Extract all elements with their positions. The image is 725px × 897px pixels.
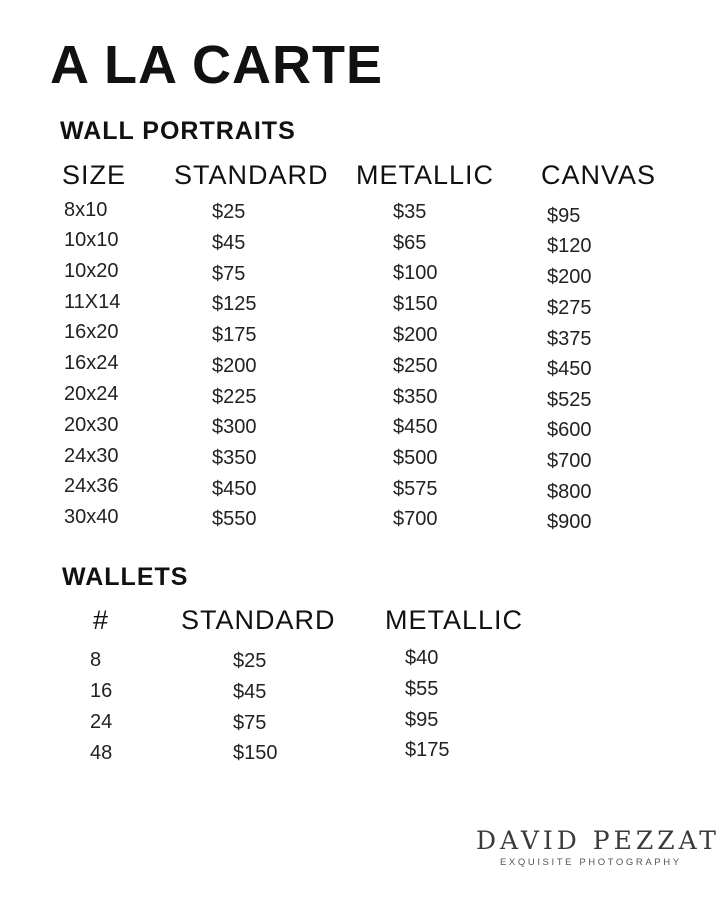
wallet-count-cell: 8 (90, 649, 102, 671)
wall-canvas-cell: $900 (547, 511, 592, 533)
wall-metallic-cell: $450 (393, 416, 438, 438)
wall-size-cell: 11X14 (64, 291, 121, 313)
wallet-metallic-cell: $40 (405, 647, 439, 669)
wall-metallic-cell: $35 (393, 201, 427, 223)
wall-standard-cell: $75 (212, 263, 246, 285)
logo-tagline: EXQUISITE PHOTOGRAPHY (500, 857, 682, 868)
wallet-standard-cell: $75 (233, 712, 267, 734)
wall-standard-cell: $175 (212, 324, 257, 346)
wall-canvas-cell: $700 (547, 450, 592, 472)
wall-size-cell: 10x10 (64, 229, 119, 251)
wall-canvas-cell: $525 (547, 389, 592, 411)
wall-size-cell: 20x24 (64, 383, 119, 405)
wallet-count-cell: 16 (90, 680, 113, 702)
wall-size-cell: 8x10 (64, 199, 108, 221)
wall-size-cell: 20x30 (64, 414, 119, 436)
wallet-count-cell: 24 (90, 711, 113, 733)
wall-metallic-cell: $100 (393, 262, 438, 284)
wall-standard-cell: $350 (212, 447, 257, 469)
wall-metallic-cell: $250 (393, 355, 438, 377)
wall-size-cell: 24x36 (64, 475, 119, 497)
wall-metallic-cell: $150 (393, 293, 438, 315)
wall-portraits-heading: WALL PORTRAITS (60, 117, 296, 145)
wall-size-cell: 30x40 (64, 506, 119, 528)
wall-canvas-cell: $275 (547, 297, 592, 319)
wall-size-cell: 16x20 (64, 321, 119, 343)
wall-size-cell: 24x30 (64, 445, 119, 467)
wallet-standard-cell: $45 (233, 681, 267, 703)
wallet-metallic-cell: $55 (405, 678, 439, 700)
wall-canvas-cell: $800 (547, 481, 592, 503)
wall-metallic-cell: $575 (393, 478, 438, 500)
wall-metallic-cell: $700 (393, 508, 438, 530)
wallet-standard-cell: $150 (233, 742, 278, 764)
wall-canvas-cell: $95 (547, 205, 581, 227)
wallet-metallic-cell: $175 (405, 739, 450, 761)
wall-standard-cell: $200 (212, 355, 257, 377)
wall-standard-cell: $550 (212, 508, 257, 530)
wall-col-standard: STANDARD (174, 160, 329, 190)
wall-standard-cell: $225 (212, 386, 257, 408)
wall-canvas-cell: $375 (547, 328, 592, 350)
wall-canvas-cell: $200 (547, 266, 592, 288)
wall-col-metallic: METALLIC (356, 160, 495, 190)
wallet-col-count: # (93, 605, 110, 635)
wallets-heading: WALLETS (62, 563, 189, 591)
wall-col-size: SIZE (62, 160, 127, 190)
wall-canvas-cell: $120 (547, 235, 592, 257)
wall-standard-cell: $25 (212, 201, 246, 223)
wall-metallic-cell: $200 (393, 324, 438, 346)
wall-canvas-cell: $600 (547, 419, 592, 441)
wallet-col-metallic: METALLIC (385, 605, 524, 635)
wallet-count-cell: 48 (90, 742, 113, 764)
wall-metallic-cell: $65 (393, 232, 427, 254)
page-title: A LA CARTE (50, 35, 383, 95)
wall-col-canvas: CANVAS (541, 160, 657, 190)
wall-standard-cell: $45 (212, 232, 246, 254)
wall-metallic-cell: $350 (393, 386, 438, 408)
wall-size-cell: 16x24 (64, 352, 119, 374)
wallet-standard-cell: $25 (233, 650, 267, 672)
wall-canvas-cell: $450 (547, 358, 592, 380)
wallet-metallic-cell: $95 (405, 709, 439, 731)
wall-standard-cell: $125 (212, 293, 257, 315)
wall-standard-cell: $300 (212, 416, 257, 438)
wall-size-cell: 10x20 (64, 260, 119, 282)
wallet-col-standard: STANDARD (181, 605, 336, 635)
wall-standard-cell: $450 (212, 478, 257, 500)
wall-metallic-cell: $500 (393, 447, 438, 469)
logo-name: DAVID PEZZAT (476, 826, 720, 855)
